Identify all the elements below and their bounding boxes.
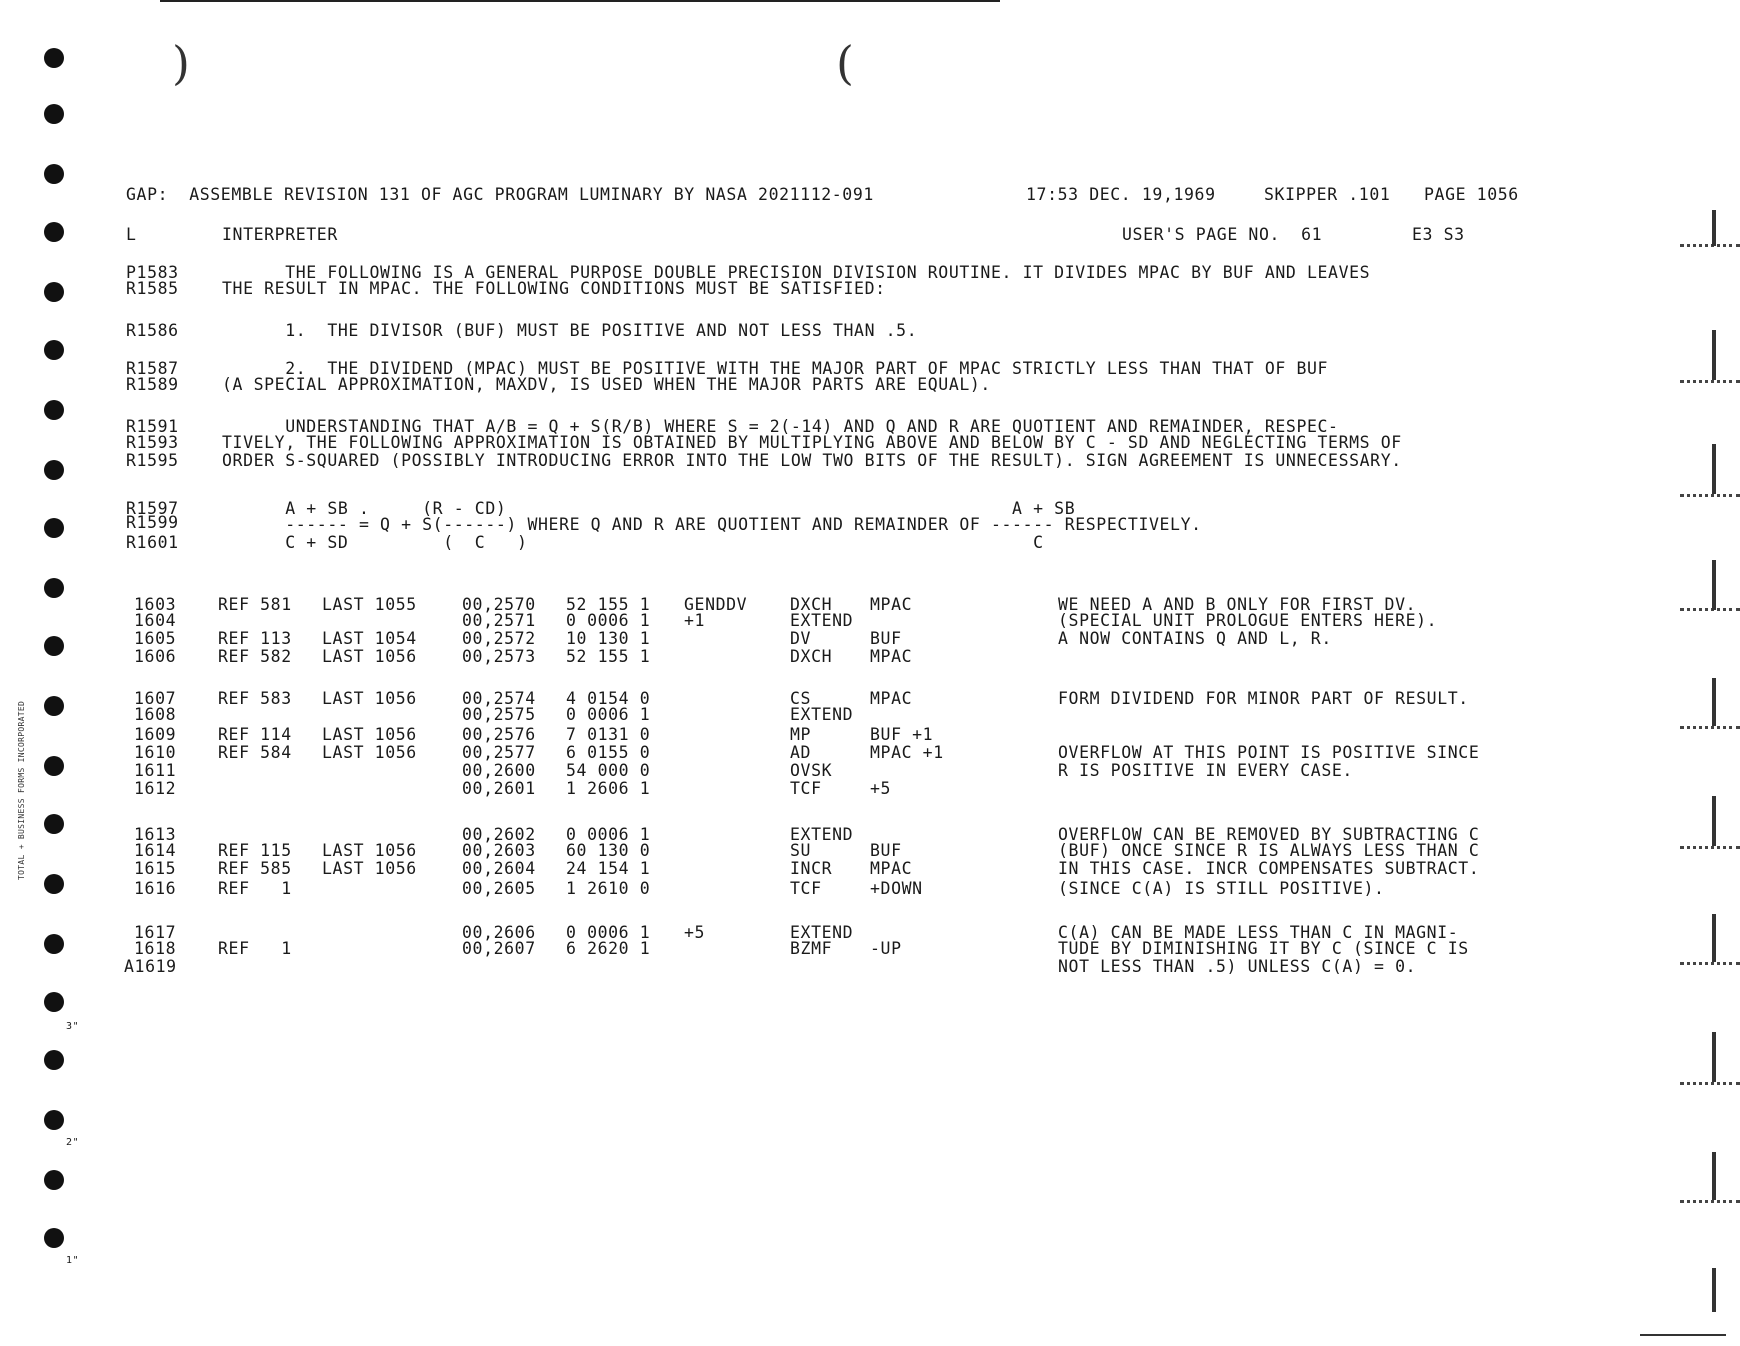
- edge-mark: [1680, 1182, 1740, 1203]
- code-comment: IN THIS CASE. INCR COMPENSATES SUBTRACT.: [1058, 859, 1480, 878]
- feed-hole: [44, 460, 64, 480]
- operand: MPAC: [870, 647, 913, 666]
- code-comment: (SINCE C(A) IS STILL POSITIVE).: [1058, 879, 1385, 898]
- feed-hole: [44, 934, 64, 954]
- ref-count: REF 584: [218, 743, 292, 762]
- last-page: LAST 1056: [322, 725, 417, 744]
- address: 00,2607: [462, 939, 536, 958]
- feed-hole: [44, 282, 64, 302]
- edge-mark: [1712, 210, 1716, 246]
- last-page: LAST 1056: [322, 743, 417, 762]
- address: 00,2602: [462, 825, 536, 844]
- feed-hole: [44, 1228, 64, 1248]
- label: +1: [684, 611, 706, 630]
- feed-hole: [44, 814, 64, 834]
- line-number: A1619: [124, 957, 177, 976]
- code-comment: C(A) CAN BE MADE LESS THAN C IN MAGNI-: [1058, 923, 1459, 942]
- operand: BUF +1: [870, 725, 934, 744]
- comment-ref: R1586: [126, 321, 179, 340]
- opcode: EXTEND: [790, 611, 854, 630]
- octal-word: 52 155 1: [566, 647, 651, 666]
- address: 00,2574: [462, 689, 536, 708]
- feed-hole: [44, 222, 64, 242]
- listing-title: GAP: ASSEMBLE REVISION 131 OF AGC PROGRAM LUMINARY BY NASA 2021112-091: [126, 185, 874, 204]
- octal-word: 4 0154 0: [566, 689, 651, 708]
- edge-mark: [1680, 590, 1740, 611]
- operand: BUF: [870, 629, 902, 648]
- comment-ref: R1593: [126, 433, 179, 452]
- opcode: TCF: [790, 879, 822, 898]
- address: 00,2603: [462, 841, 536, 860]
- opcode: CS: [790, 689, 812, 708]
- inch-mark: 3": [66, 1021, 80, 1032]
- opcode: DXCH: [790, 647, 833, 666]
- comment-ref: R1591: [126, 417, 179, 436]
- comment-text: 1. THE DIVISOR (BUF) MUST BE POSITIVE AND NOT LESS THAN .5.: [222, 321, 918, 340]
- feed-hole: [44, 578, 64, 598]
- feed-hole: [44, 1110, 64, 1130]
- label: GENDDV: [684, 595, 748, 614]
- comment-ref: R1589: [126, 375, 179, 394]
- margin-imprint: TOTAL + BUSINESS FORMS INCORPORATED: [17, 700, 26, 880]
- opcode: OVSK: [790, 761, 833, 780]
- opcode: EXTEND: [790, 923, 854, 942]
- address: 00,2570: [462, 595, 536, 614]
- comment-text: ORDER S-SQUARED (POSSIBLY INTRODUCING ERROR INTO THE LOW TWO BITS OF THE RESULT). SIGN AGREEMENT IS UNNECESSARY.: [222, 451, 1402, 470]
- ref-count: REF 581: [218, 595, 292, 614]
- edge-mark: [1712, 330, 1716, 380]
- last-page: LAST 1055: [322, 595, 417, 614]
- code-comment: FORM DIVIDEND FOR MINOR PART OF RESULT.: [1058, 689, 1469, 708]
- address: 00,2573: [462, 647, 536, 666]
- octal-word: 0 0006 1: [566, 825, 651, 844]
- code-comment: OVERFLOW CAN BE REMOVED BY SUBTRACTING C: [1058, 825, 1480, 844]
- listing-datetime: 17:53 DEC. 19,1969: [1026, 185, 1216, 204]
- edge-mark: [1712, 560, 1716, 610]
- edge-mark: [1712, 1032, 1716, 1082]
- edge-mark: [1680, 944, 1740, 965]
- octal-word: 52 155 1: [566, 595, 651, 614]
- bottom-rule: [1640, 1334, 1726, 1336]
- operand: MPAC: [870, 689, 913, 708]
- bank-label: E3 S3: [1412, 225, 1465, 244]
- octal-word: 0 0006 1: [566, 923, 651, 942]
- line-number: 1616: [134, 879, 177, 898]
- octal-word: 10 130 1: [566, 629, 651, 648]
- opcode: AD: [790, 743, 812, 762]
- line-number: 1607: [134, 689, 177, 708]
- last-page: LAST 1056: [322, 859, 417, 878]
- edge-mark: [1712, 444, 1716, 494]
- feed-hole: [44, 756, 64, 776]
- label: +5: [684, 923, 706, 942]
- formula-ref: R1597: [126, 499, 179, 518]
- code-comment: (BUF) ONCE SINCE R IS ALWAYS LESS THAN C: [1058, 841, 1480, 860]
- edge-mark: [1712, 678, 1716, 726]
- edge-mark: [1680, 362, 1740, 383]
- octal-word: 0 0006 1: [566, 611, 651, 630]
- code-comment: (SPECIAL UNIT PROLOGUE ENTERS HERE).: [1058, 611, 1438, 630]
- opcode: MP: [790, 725, 812, 744]
- feed-hole: [44, 48, 64, 68]
- code-comment: R IS POSITIVE IN EVERY CASE.: [1058, 761, 1353, 780]
- feed-hole: [44, 400, 64, 420]
- opcode: TCF: [790, 779, 822, 798]
- address: 00,2576: [462, 725, 536, 744]
- last-page: LAST 1054: [322, 629, 417, 648]
- opcode: INCR: [790, 859, 833, 878]
- feed-hole: [44, 992, 64, 1012]
- comment-text: UNDERSTANDING THAT A/B = Q + S(R/B) WHERE S = 2(-14) AND Q AND R ARE QUOTIENT AND REMAINDER, RESPEC-: [222, 417, 1339, 436]
- line-number: 1615: [134, 859, 177, 878]
- feed-hole: [44, 636, 64, 656]
- opcode: DV: [790, 629, 812, 648]
- line-number: 1617: [134, 923, 177, 942]
- octal-word: 54 000 0: [566, 761, 651, 780]
- line-number: 1605: [134, 629, 177, 648]
- line-number: 1611: [134, 761, 177, 780]
- line-number: 1609: [134, 725, 177, 744]
- log-section-letter: L: [126, 225, 137, 244]
- line-number: 1603: [134, 595, 177, 614]
- formula-denominator-line: C + SD ( C ) C: [222, 533, 1044, 552]
- ref-count: REF 115: [218, 841, 292, 860]
- edge-mark: [1680, 226, 1740, 247]
- octal-word: 1 2610 0: [566, 879, 651, 898]
- formula-ref: R1599: [126, 513, 179, 532]
- operand: BUF: [870, 841, 902, 860]
- opcode: EXTEND: [790, 825, 854, 844]
- line-number: 1606: [134, 647, 177, 666]
- feed-hole: [44, 696, 64, 716]
- ref-count: REF 113: [218, 629, 292, 648]
- code-comment: NOT LESS THAN .5) UNLESS C(A) = 0.: [1058, 957, 1417, 976]
- last-page: LAST 1056: [322, 647, 417, 666]
- address: 00,2575: [462, 705, 536, 724]
- address: 00,2577: [462, 743, 536, 762]
- comment-text: (A SPECIAL APPROXIMATION, MAXDV, IS USED WHEN THE MAJOR PARTS ARE EQUAL).: [222, 375, 991, 394]
- inch-mark: 2": [66, 1137, 80, 1148]
- line-number: 1604: [134, 611, 177, 630]
- feed-hole: [44, 164, 64, 184]
- edge-mark: [1680, 708, 1740, 729]
- comment-ref: R1595: [126, 451, 179, 470]
- scan-mark-left: ): [172, 36, 190, 90]
- octal-word: 7 0131 0: [566, 725, 651, 744]
- octal-word: 1 2606 1: [566, 779, 651, 798]
- line-number: 1608: [134, 705, 177, 724]
- inch-mark: 1": [66, 1255, 80, 1266]
- formula-numerator-line: A + SB . (R - CD) A + SB: [222, 499, 1076, 518]
- feed-hole: [44, 1170, 64, 1190]
- ref-count: REF 1: [218, 879, 292, 898]
- page-number: PAGE 1056: [1424, 185, 1519, 204]
- edge-mark: [1680, 476, 1740, 497]
- comment-text: 2. THE DIVIDEND (MPAC) MUST BE POSITIVE WITH THE MAJOR PART OF MPAC STRICTLY LESS THAN THAT OF BUF: [222, 359, 1329, 378]
- comment-ref: R1587: [126, 359, 179, 378]
- last-page: LAST 1056: [322, 689, 417, 708]
- address: 00,2571: [462, 611, 536, 630]
- last-page: LAST 1056: [322, 841, 417, 860]
- line-number: 1612: [134, 779, 177, 798]
- feed-hole: [44, 518, 64, 538]
- opcode: EXTEND: [790, 705, 854, 724]
- ref-count: REF 582: [218, 647, 292, 666]
- feed-hole: [44, 104, 64, 124]
- address: 00,2572: [462, 629, 536, 648]
- edge-mark: [1712, 796, 1716, 846]
- comment-ref: R1585: [126, 279, 179, 298]
- feed-hole: [44, 340, 64, 360]
- top-rule: [160, 0, 1000, 2]
- comment-text: THE RESULT IN MPAC. THE FOLLOWING CONDITIONS MUST BE SATISFIED:: [222, 279, 886, 298]
- scan-mark-center: (: [836, 36, 854, 90]
- feed-hole: [44, 1050, 64, 1070]
- opcode: SU: [790, 841, 812, 860]
- edge-mark: [1712, 914, 1716, 962]
- ref-count: REF 585: [218, 859, 292, 878]
- code-comment: WE NEED A AND B ONLY FOR FIRST DV.: [1058, 595, 1417, 614]
- address: 00,2604: [462, 859, 536, 878]
- comment-text: TIVELY, THE FOLLOWING APPROXIMATION IS OBTAINED BY MULTIPLYING ABOVE AND BELOW BY C - SD AND NEGLECTING TERMS OF: [222, 433, 1402, 452]
- line-number: 1614: [134, 841, 177, 860]
- edge-mark: [1680, 828, 1740, 849]
- ref-count: REF 583: [218, 689, 292, 708]
- opcode: BZMF: [790, 939, 833, 958]
- edge-mark: [1712, 1152, 1716, 1200]
- address: 00,2605: [462, 879, 536, 898]
- comment-ref: P1583: [126, 263, 179, 282]
- opcode: DXCH: [790, 595, 833, 614]
- line-number: 1618: [134, 939, 177, 958]
- operand: +DOWN: [870, 879, 923, 898]
- octal-word: 60 130 0: [566, 841, 651, 860]
- edge-mark: [1712, 1268, 1716, 1312]
- ref-count: REF 114: [218, 725, 292, 744]
- address: 00,2600: [462, 761, 536, 780]
- octal-word: 24 154 1: [566, 859, 651, 878]
- formula-fraction-line: ------ = Q + S(------) WHERE Q AND R ARE QUOTIENT AND REMAINDER OF ------ RESPECTIVELY.: [222, 515, 1202, 534]
- address: 00,2601: [462, 779, 536, 798]
- line-number: 1613: [134, 825, 177, 844]
- line-number: 1610: [134, 743, 177, 762]
- comment-text: THE FOLLOWING IS A GENERAL PURPOSE DOUBLE PRECISION DIVISION ROUTINE. IT DIVIDES MPAC BY BUF AND LEAVES: [222, 263, 1371, 282]
- octal-word: 6 2620 1: [566, 939, 651, 958]
- section-name: INTERPRETER: [222, 225, 338, 244]
- code-comment: A NOW CONTAINS Q AND L, R.: [1058, 629, 1332, 648]
- formula-ref: R1601: [126, 533, 179, 552]
- code-comment: TUDE BY DIMINISHING IT BY C (SINCE C IS: [1058, 939, 1469, 958]
- ref-count: REF 1: [218, 939, 292, 958]
- operand: MPAC: [870, 595, 913, 614]
- operand: MPAC: [870, 859, 913, 878]
- users-page-number: USER'S PAGE NO. 61: [1122, 225, 1323, 244]
- feed-hole: [44, 874, 64, 894]
- octal-word: 6 0155 0: [566, 743, 651, 762]
- operand: +5: [870, 779, 892, 798]
- octal-word: 0 0006 1: [566, 705, 651, 724]
- operand: -UP: [870, 939, 902, 958]
- address: 00,2606: [462, 923, 536, 942]
- listing-user: SKIPPER .101: [1264, 185, 1391, 204]
- operand: MPAC +1: [870, 743, 944, 762]
- code-comment: OVERFLOW AT THIS POINT IS POSITIVE SINCE: [1058, 743, 1480, 762]
- edge-mark: [1680, 1064, 1740, 1085]
